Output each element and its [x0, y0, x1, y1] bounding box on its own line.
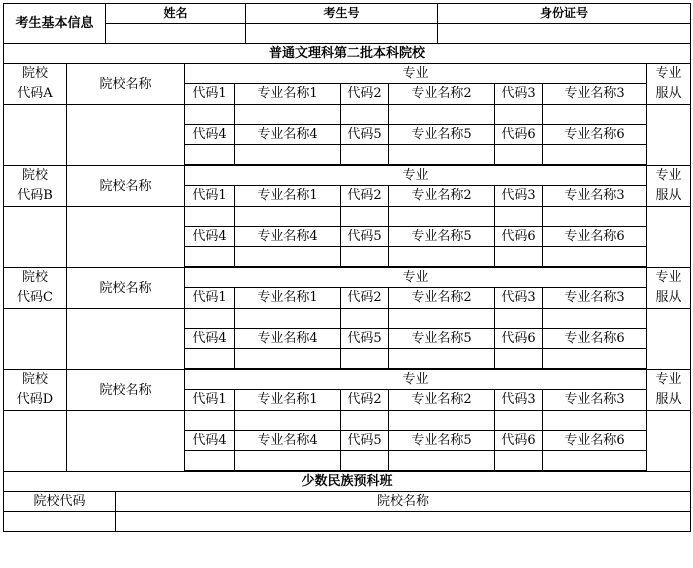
major-code-field[interactable]	[185, 451, 235, 471]
major-obey-field-d[interactable]	[647, 411, 691, 472]
major-code-field[interactable]	[341, 451, 389, 471]
major-name-field[interactable]	[235, 207, 341, 227]
major-header-d: 专业	[185, 370, 647, 390]
institution-name-label-d: 院校名称	[67, 370, 185, 411]
major-name-label: 专业名称2	[389, 389, 495, 410]
institution-code-field-d[interactable]	[4, 411, 67, 472]
major-code-field[interactable]	[185, 145, 235, 165]
major-name-label: 专业名称4	[235, 431, 341, 451]
major-name-field[interactable]	[389, 349, 495, 369]
major-name-field[interactable]	[389, 247, 495, 267]
major-code-label: 代码3	[495, 389, 543, 410]
major-code-label: 代码1	[185, 185, 235, 206]
major-name-label: 专业名称3	[543, 83, 647, 104]
major-code-field[interactable]	[341, 309, 389, 329]
major-code-label: 代码3	[495, 287, 543, 308]
major-code-label: 代码6	[495, 431, 543, 451]
minority-code-label: 院校代码	[4, 492, 116, 512]
major-code-label: 代码5	[341, 431, 389, 451]
major-code-field[interactable]	[495, 349, 543, 369]
obey-line1: 专业	[655, 270, 682, 285]
major-name-field[interactable]	[235, 451, 341, 471]
major-name-label: 专业名称2	[389, 83, 495, 104]
minority-code-field[interactable]	[4, 512, 116, 532]
major-code-field[interactable]	[341, 145, 389, 165]
major-name-label: 专业名称1	[235, 83, 341, 104]
institution-name-field-b[interactable]	[67, 207, 185, 268]
obey-line2: 服从	[655, 392, 682, 407]
major-code-label: 代码4	[185, 227, 235, 247]
minority-title: 少数民族预科班	[4, 472, 691, 492]
major-code-field[interactable]	[185, 349, 235, 369]
obey-line2: 服从	[655, 290, 682, 305]
major-name-field[interactable]	[543, 247, 647, 267]
major-code-label: 代码2	[341, 287, 389, 308]
batch-title: 普通文理科第二批本科院校	[4, 44, 691, 64]
institution-blocks	[4, 64, 691, 472]
major-code-label: 代码1	[185, 287, 235, 308]
major-name-field[interactable]	[389, 145, 495, 165]
major-code-field[interactable]	[341, 105, 389, 125]
major-name-field[interactable]	[389, 309, 495, 329]
institution-name-label-c: 院校名称	[67, 268, 185, 309]
major-code-label: 代码1	[185, 389, 235, 410]
major-name-field[interactable]	[543, 207, 647, 227]
major-name-label: 专业名称3	[543, 389, 647, 410]
major-name-label: 专业名称5	[389, 227, 495, 247]
major-code-field[interactable]	[341, 349, 389, 369]
major-obey-label-c	[647, 268, 691, 309]
major-obey-label-d	[647, 370, 691, 411]
application-form	[3, 3, 691, 532]
institution-code-label-a	[4, 64, 67, 105]
major-name-label: 专业名称5	[389, 125, 495, 145]
code-label-line1: 院校	[21, 270, 48, 285]
major-code-label: 代码2	[341, 389, 389, 410]
major-name-field[interactable]	[543, 451, 647, 471]
major-code-field[interactable]	[495, 207, 543, 227]
major-code-label: 代码5	[341, 329, 389, 349]
major-name-label: 专业名称6	[543, 125, 647, 145]
major-name-field[interactable]	[235, 105, 341, 125]
major-code-field[interactable]	[185, 247, 235, 267]
major-code-label: 代码5	[341, 125, 389, 145]
major-code-field[interactable]	[495, 247, 543, 267]
institution-code-field-b[interactable]	[4, 207, 67, 268]
major-header-c: 专业	[185, 268, 647, 288]
major-name-field[interactable]	[543, 309, 647, 329]
name-field[interactable]	[106, 24, 246, 44]
major-code-label: 代码3	[495, 185, 543, 206]
major-code-label: 代码6	[495, 329, 543, 349]
major-code-label: 代码4	[185, 431, 235, 451]
major-code-field[interactable]	[495, 451, 543, 471]
major-code-label: 代码2	[341, 185, 389, 206]
major-obey-field-b[interactable]	[647, 207, 691, 268]
obey-line1: 专业	[655, 168, 682, 183]
major-code-field[interactable]	[495, 309, 543, 329]
major-code-field[interactable]	[495, 105, 543, 125]
major-code-label: 代码6	[495, 227, 543, 247]
code-label-line1: 院校	[21, 168, 48, 183]
minority-table	[3, 471, 691, 532]
institution-code-field-a[interactable]	[4, 105, 67, 166]
major-name-field[interactable]	[389, 411, 495, 431]
major-name-label: 专业名称4	[235, 125, 341, 145]
id-number-label: 身份证号	[438, 4, 691, 24]
institution-name-field-d[interactable]	[67, 411, 185, 472]
institution-code-label-c	[4, 268, 67, 309]
major-code-field[interactable]	[185, 309, 235, 329]
major-name-label: 专业名称6	[543, 227, 647, 247]
institution-code-label-b	[4, 166, 67, 207]
major-name-field[interactable]	[389, 207, 495, 227]
major-code-label: 代码5	[341, 227, 389, 247]
obey-line2: 服从	[655, 188, 682, 203]
exam-number-label: 考生号	[246, 4, 438, 24]
major-name-field[interactable]	[235, 145, 341, 165]
major-name-label: 专业名称2	[389, 287, 495, 308]
major-name-label: 专业名称4	[235, 329, 341, 349]
major-obey-label-a	[647, 64, 691, 105]
institution-code-field-c[interactable]	[4, 309, 67, 370]
candidate-info-table	[3, 3, 691, 64]
exam-number-field[interactable]	[246, 24, 438, 44]
major-obey-field-c[interactable]	[647, 309, 691, 370]
major-code-field[interactable]	[495, 411, 543, 431]
institution-name-label-a: 院校名称	[67, 64, 185, 105]
major-name-label: 专业名称3	[543, 185, 647, 206]
institution-name-field-a[interactable]	[67, 105, 185, 166]
institution-name-label-b: 院校名称	[67, 166, 185, 207]
major-name-field[interactable]	[235, 411, 341, 431]
major-obey-label-b	[647, 166, 691, 207]
institution-code-label-d	[4, 370, 67, 411]
institution-name-field-c[interactable]	[67, 309, 185, 370]
code-label-line2: 代码A	[17, 86, 53, 101]
code-label-line1: 院校	[21, 372, 48, 387]
major-name-label: 专业名称4	[235, 227, 341, 247]
major-code-label: 代码4	[185, 329, 235, 349]
major-name-field[interactable]	[389, 451, 495, 471]
major-name-label: 专业名称6	[543, 431, 647, 451]
major-name-field[interactable]	[543, 105, 647, 125]
institution-blocks-table	[3, 63, 691, 472]
major-code-field[interactable]	[341, 411, 389, 431]
major-name-label: 专业名称5	[389, 329, 495, 349]
major-code-label: 代码6	[495, 125, 543, 145]
major-name-label: 专业名称1	[235, 287, 341, 308]
major-code-label: 代码3	[495, 83, 543, 104]
major-name-field[interactable]	[235, 349, 341, 369]
major-code-field[interactable]	[185, 411, 235, 431]
obey-line2: 服从	[655, 86, 682, 101]
code-label-line2: 代码D	[16, 392, 54, 407]
obey-line1: 专业	[655, 372, 682, 387]
major-name-field[interactable]	[235, 247, 341, 267]
major-name-label: 专业名称2	[389, 185, 495, 206]
major-code-field[interactable]	[185, 207, 235, 227]
major-name-field[interactable]	[543, 411, 647, 431]
major-name-label: 专业名称1	[235, 185, 341, 206]
major-name-label: 专业名称1	[235, 389, 341, 410]
obey-line1: 专业	[655, 66, 682, 81]
major-name-field[interactable]	[543, 349, 647, 369]
major-name-label: 专业名称3	[543, 287, 647, 308]
major-name-label: 专业名称6	[543, 329, 647, 349]
code-label-line2: 代码C	[17, 290, 53, 305]
major-code-field[interactable]	[495, 145, 543, 165]
major-code-field[interactable]	[341, 247, 389, 267]
major-code-label: 代码4	[185, 125, 235, 145]
major-header-b: 专业	[185, 166, 647, 186]
minority-name-label: 院校名称	[116, 492, 691, 512]
major-code-label: 代码2	[341, 83, 389, 104]
major-code-field[interactable]	[341, 207, 389, 227]
candidate-info-label: 考生基本信息	[4, 4, 106, 44]
code-label-line1: 院校	[21, 66, 48, 81]
major-header-a: 专业	[185, 64, 647, 84]
name-label: 姓名	[106, 4, 246, 24]
major-name-field[interactable]	[389, 105, 495, 125]
major-code-field[interactable]	[185, 105, 235, 125]
major-name-field[interactable]	[543, 145, 647, 165]
major-obey-field-a[interactable]	[647, 105, 691, 166]
major-name-label: 专业名称5	[389, 431, 495, 451]
minority-name-field[interactable]	[116, 512, 691, 532]
major-code-label: 代码1	[185, 83, 235, 104]
major-name-field[interactable]	[235, 309, 341, 329]
id-number-field[interactable]	[438, 24, 691, 44]
code-label-line2: 代码B	[17, 188, 53, 203]
